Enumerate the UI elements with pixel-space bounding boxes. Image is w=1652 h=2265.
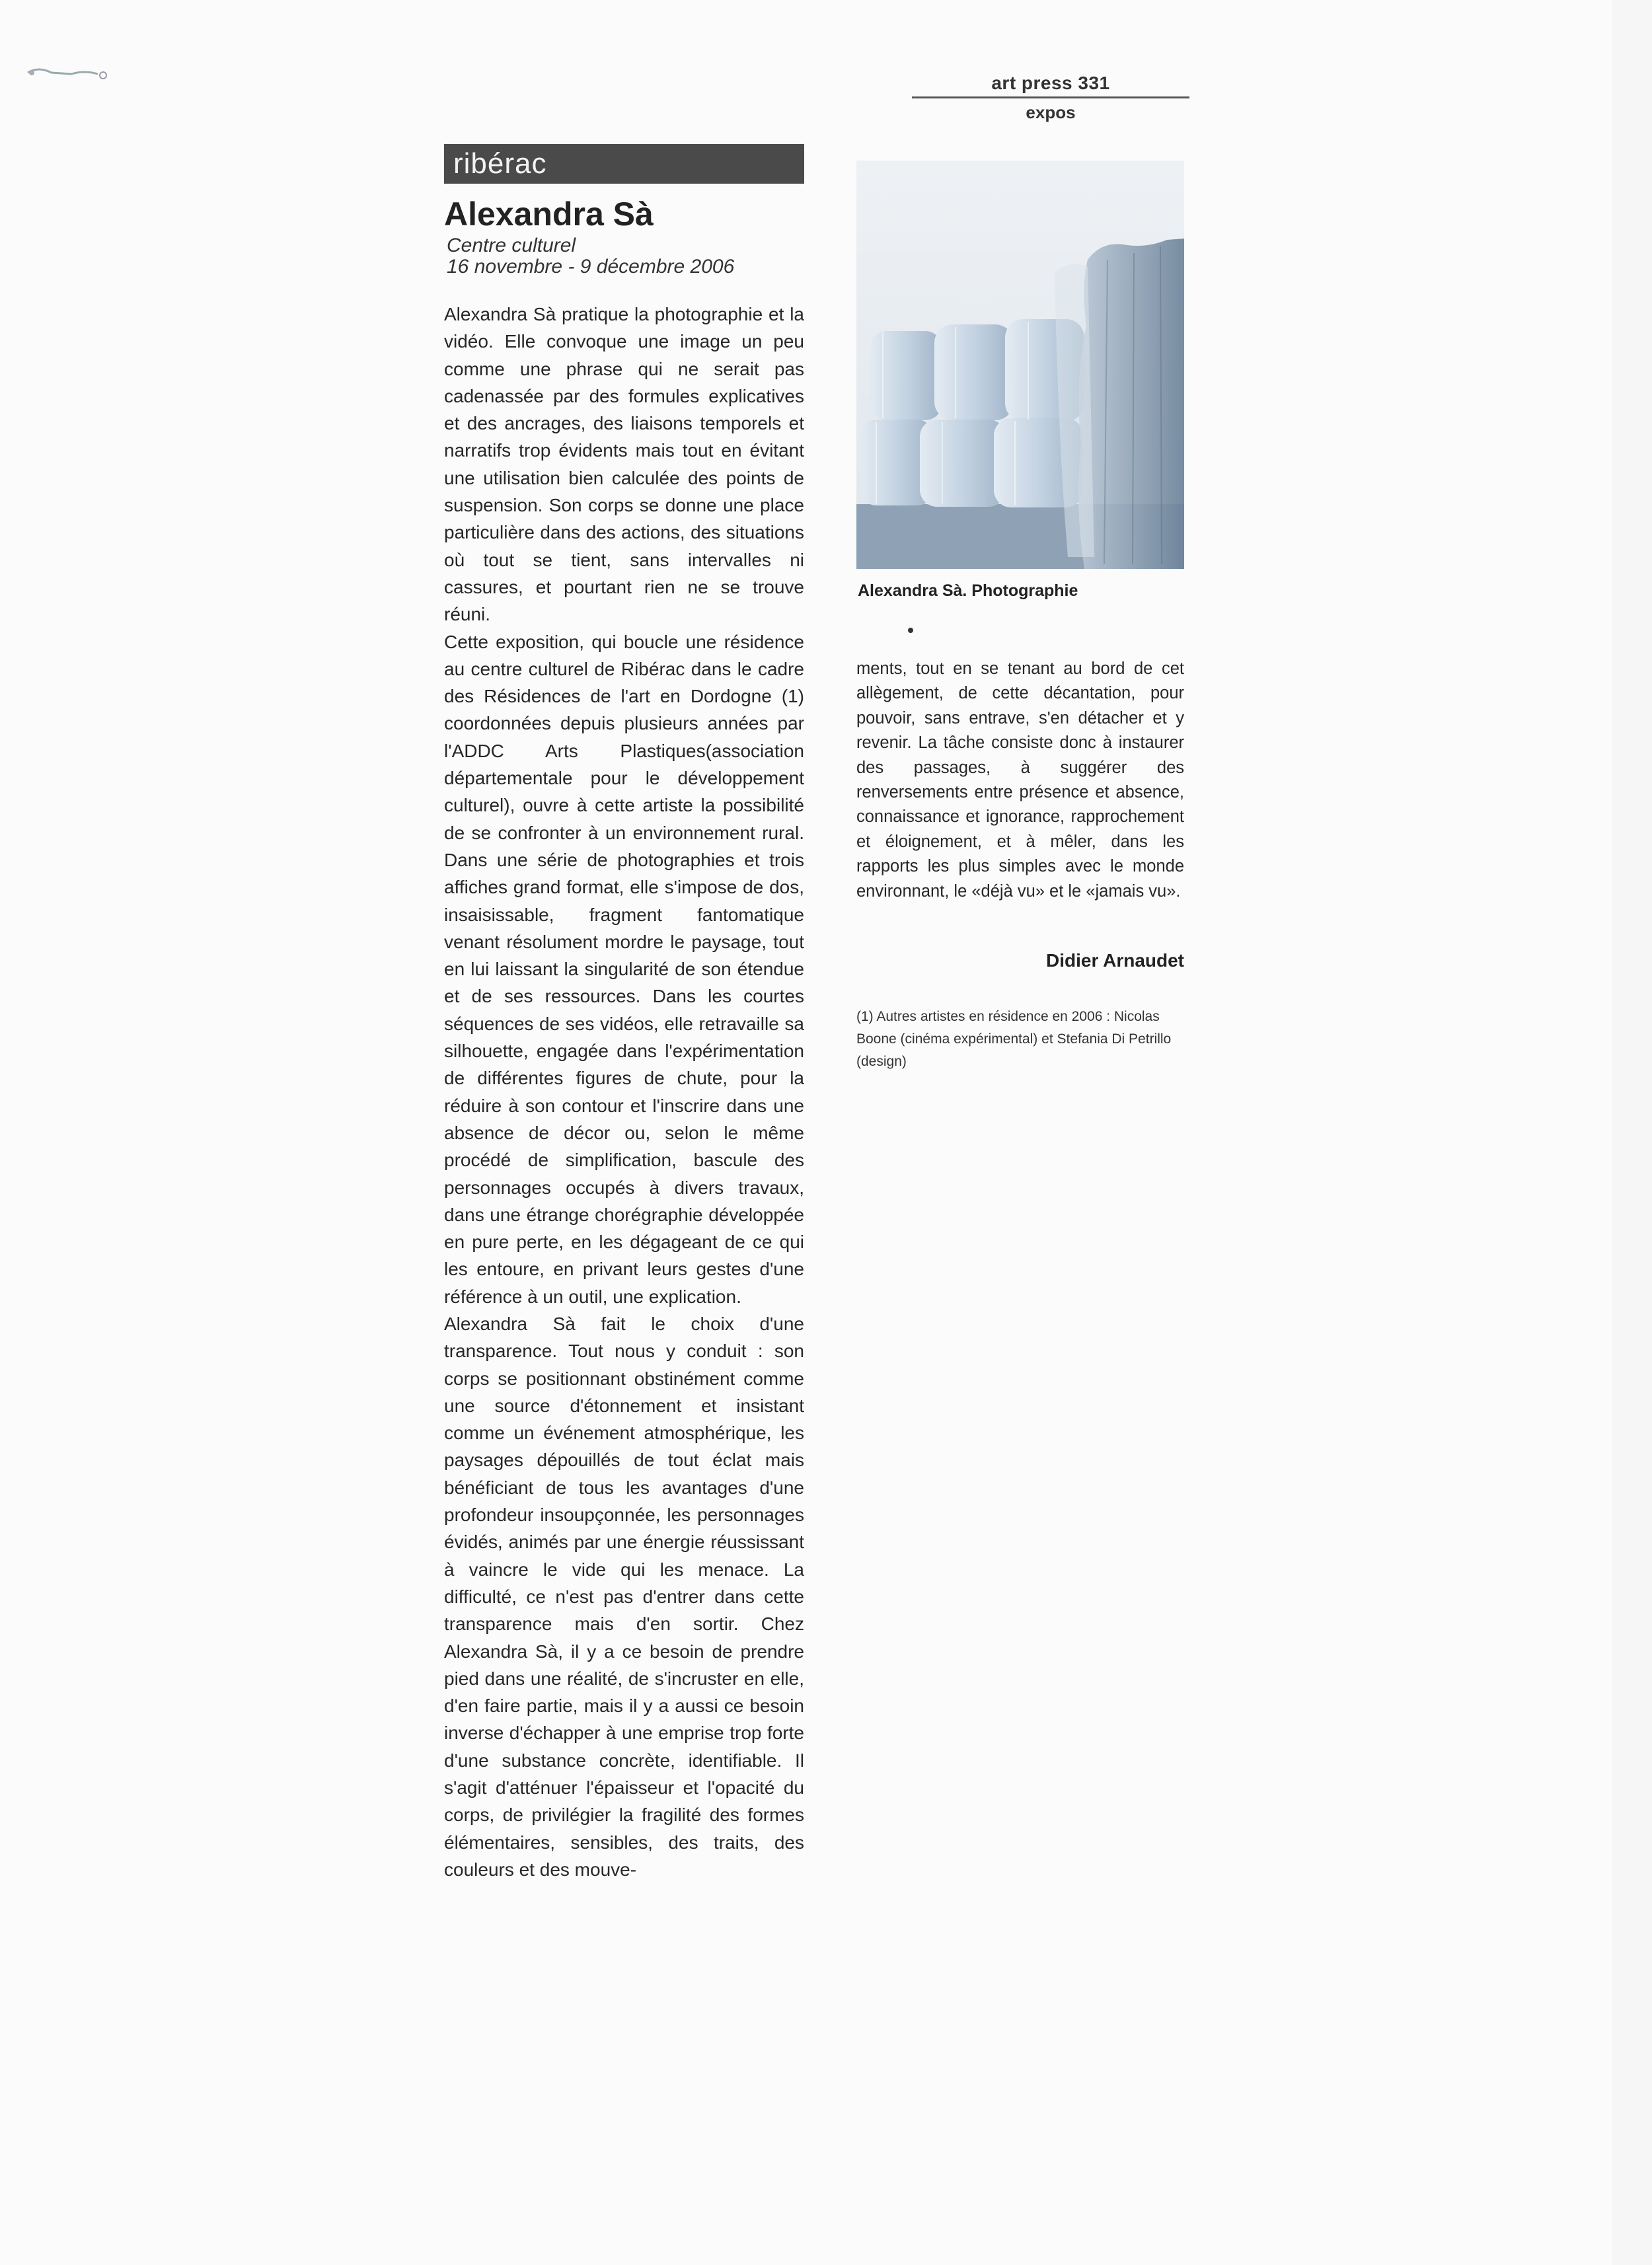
page-header (912, 73, 1189, 123)
paragraph-1: Alexandra Sà pratique la photographie et la vidéo. Elle convoque une image un peu comme une phrase qui ne serait pas cadenassée par des formules explicatives et des ancrages, des liaisons temporels et narratifs trop évidents mais tout en évitant une utilisation bien calculée des points de suspension. Son corps se donne une place particulière dans des actions, des situations où tout se tient, sans intervalles ni cassures, et pourtant rien ne se trouve réuni. (444, 304, 804, 625)
paragraph-2: Cette exposition, qui boucle une résidence au centre culturel de Ribérac dans le cadre des Résidences de l'art en Dordogne (1) coordonnées depuis plusieurs années par l'ADDC Arts Plastiques(association départementale pour le développement culturel), ouvre à cette artiste la possibilité de se confronter à un environnement rural. Dans une série de photographies et trois affiches grand format, elle s'impose de dos, insaisissable, fragment fantomatique venant résolument mordre le paysage, tout en lui laissant la singularité de son étendue et de ses ressources. Dans les courtes séquences de ses vidéos, elle retravaille sa silhouette, engagée dans l'expérimentation de différentes figures de chute, pour la réduire à son contour et l'inscrire dans une absence de décor ou, selon le même procédé de simplification, bascule des personnages occupés à divers travaux, dans une étrange chorégraphie développée en pure perte, en les dégageant de ce qui les entoure, en privant leurs gestes d'une référence à un outil, une explication. (444, 631, 804, 1307)
footnote: (1) Autres artistes en résidence en 2006 : Nicolas Boone (cinéma expérimental) et Stefania Di Petrillo (design) (856, 1009, 1172, 1069)
author-signature: Didier Arnaudet (1046, 950, 1184, 971)
paragraph-continuation: ments, tout en se tenant au bord de cet allègement, de cette décantation, pour pouvoir, sans entrave, s'en détacher et y revenir. La tâche consiste donc à instaurer des passages, à suggérer des renversements entre présence et absence, connaissance et ignorance, rapprochement et éloignement, et à mêler, dans les rapports les plus simples avec le monde environnant, le «déjà vu» et le «jamais vu». (856, 659, 1184, 901)
publication-name: art press 331 (991, 73, 1110, 93)
article-body-column-2 (856, 657, 1184, 904)
paragraph-3: Alexandra Sà fait le choix d'une transparence. Tout nous y conduit : son corps se positionnant obstinément comme une source d'étonnement et insistant comme un événement atmosphérique, les paysages dépouillés de tout éclat mais bénéficiant de tous les avantages d'une profondeur insoupçonnée, les personnages évidés, animés par une énergie réussissant à vaincre le vide qui les menace. La difficulté, ce n'est pas d'entrer dans cette transparence mais d'en sortir. Chez Alexandra Sà, il y a ce besoin de prendre pied dans une réalité, de s'incruster en elle, d'en faire partie, mais il y a aussi ce besoin inverse d'échapper à une emprise trop forte d'une substance concrète, identifiable. Il s'agit d'atténuer l'épaisseur et l'opacité du corps, de privilégier la fragilité des formes élémentaires, sensibles, des traits, des couleurs et des mouve- (444, 1313, 804, 1880)
photo-caption: Alexandra Sà. Photographie (858, 581, 1078, 600)
location-tag: ribérac (444, 144, 804, 184)
section-name: expos (1026, 102, 1076, 122)
staple-mark (25, 61, 118, 85)
article-title: Alexandra Sà (444, 196, 654, 233)
article-body-column-1 (444, 301, 804, 1883)
venue: Centre culturel (447, 235, 576, 256)
header-rule (912, 96, 1189, 98)
article-photo (856, 161, 1184, 569)
photo-hay-bales (856, 161, 1184, 569)
bullet-dot (908, 628, 913, 633)
exhibition-dates: 16 novembre - 9 décembre 2006 (447, 256, 735, 278)
